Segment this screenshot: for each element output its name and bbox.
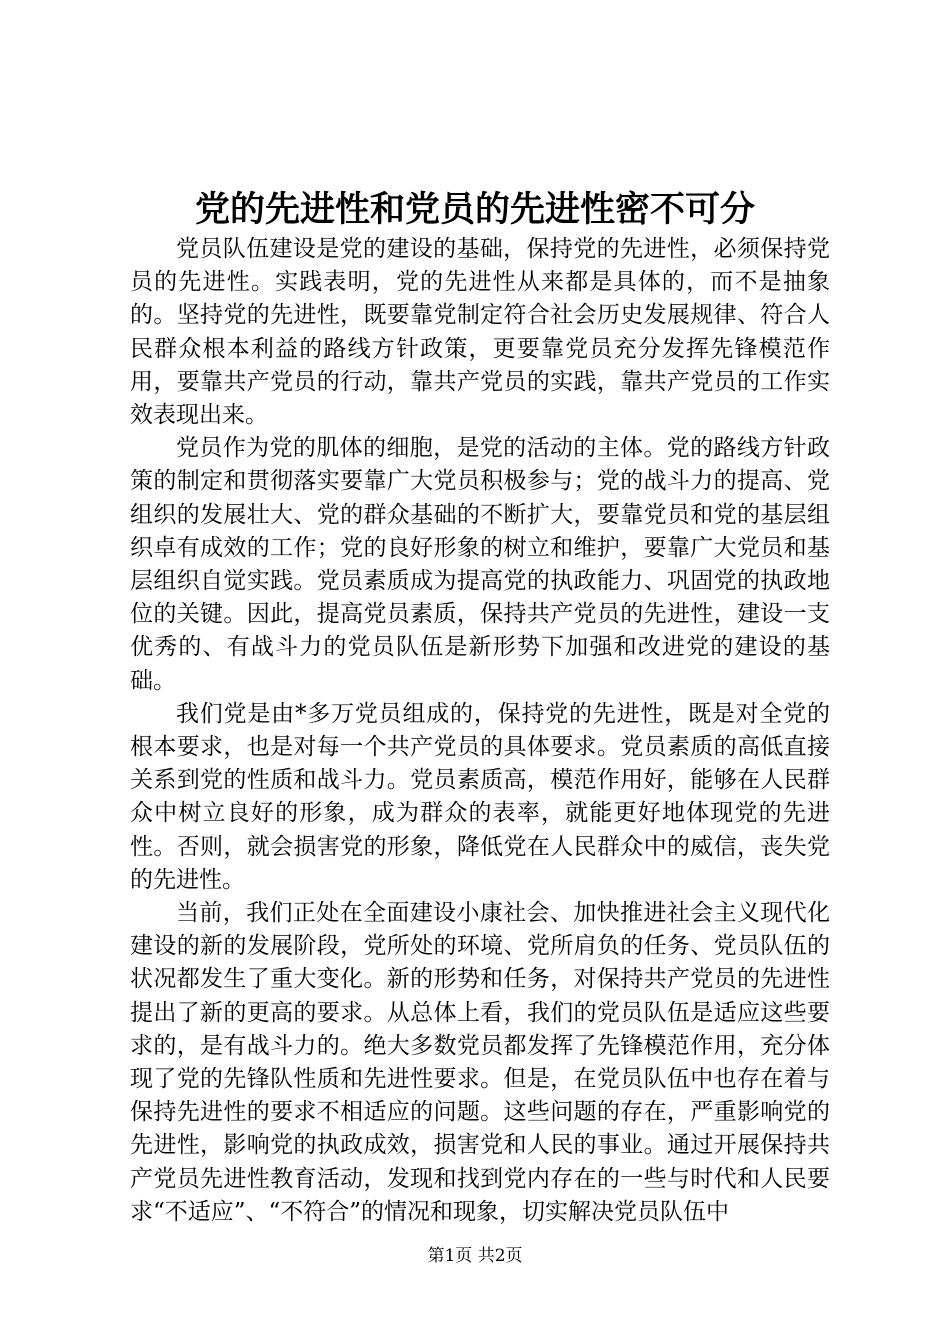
document-title: 党的先进性和党员的先进性密不可分 [194, 189, 755, 230]
paragraph-3: 我们党是由*多万党员组成的，保持党的先进性，既是对全党的根本要求，也是对每一个共产党员的具体要求。党员素质的高低直接关系到党的性质和战斗力。党员素质高，模范作用好，能够在人民群众中树立良好的形象，成为群众的表率，就能更好地体现党的先进性。否则，就会损害党的形象，降低党在人民群众中的威信，丧失党的先进性。 [130, 700, 830, 893]
paragraph-4: 当前，我们正处在全面建设小康社会、加快推进社会主义现代化建设的新的发展阶段，党所处的环境、党所肩负的任务、党员队伍的状况都发生了重大变化。新的形势和任务，对保持共产党员的先进性提出了新的更高的要求。从总体上看，我们的党员队伍是适应这些要求的，是有战斗力的。绝大多数党员都发挥了先锋模范作用，充分体现了党的先锋队性质和先进性要求。但是，在党员队伍中也存在着与保持先进性的要求不相适应的问题。这些问题的存在，严重影响党的先进性，影响党的执政成效，损害党和人民的事业。通过开展保持共产党员先进性教育活动，发现和找到党内存在的一些与时代和人民要求“不适应”、“不符合”的情况和现象，切实解决党员队伍中 [130, 900, 830, 1225]
document-body [130, 233, 830, 1229]
paragraph-1: 党员队伍建设是党的建设的基础，保持党的先进性，必须保持党员的先进性。实践表明，党的先进性从来都是具体的，而不是抽象的。坚持党的先进性，既要靠党制定符合社会历史发展规律、符合人民群众根本利益的路线方针政策，更要靠党员充分发挥先锋模范作用，要靠共产党员的行动，靠共产党员的实践，靠共产党员的工作实效表现出来。 [130, 236, 830, 429]
page-number-footer: 第1页 共2页 [427, 1246, 523, 1266]
paragraph-2: 党员作为党的肌体的细胞，是党的活动的主体。党的路线方针政策的制定和贯彻落实要靠广大党员积极参与；党的战斗力的提高、党组织的发展壮大、党的群众基础的不断扩大，要靠党员和党的基层组织卓有成效的工作；党的良好形象的树立和维护，要靠广大党员和基层组织自觉实践。党员素质成为提高党的执政能力、巩固党的执政地位的关键。因此，提高党员素质，保持共产党员的先进性，建设一支优秀的、有战斗力的党员队伍是新形势下加强和改进党的建设的基础。 [130, 435, 830, 694]
